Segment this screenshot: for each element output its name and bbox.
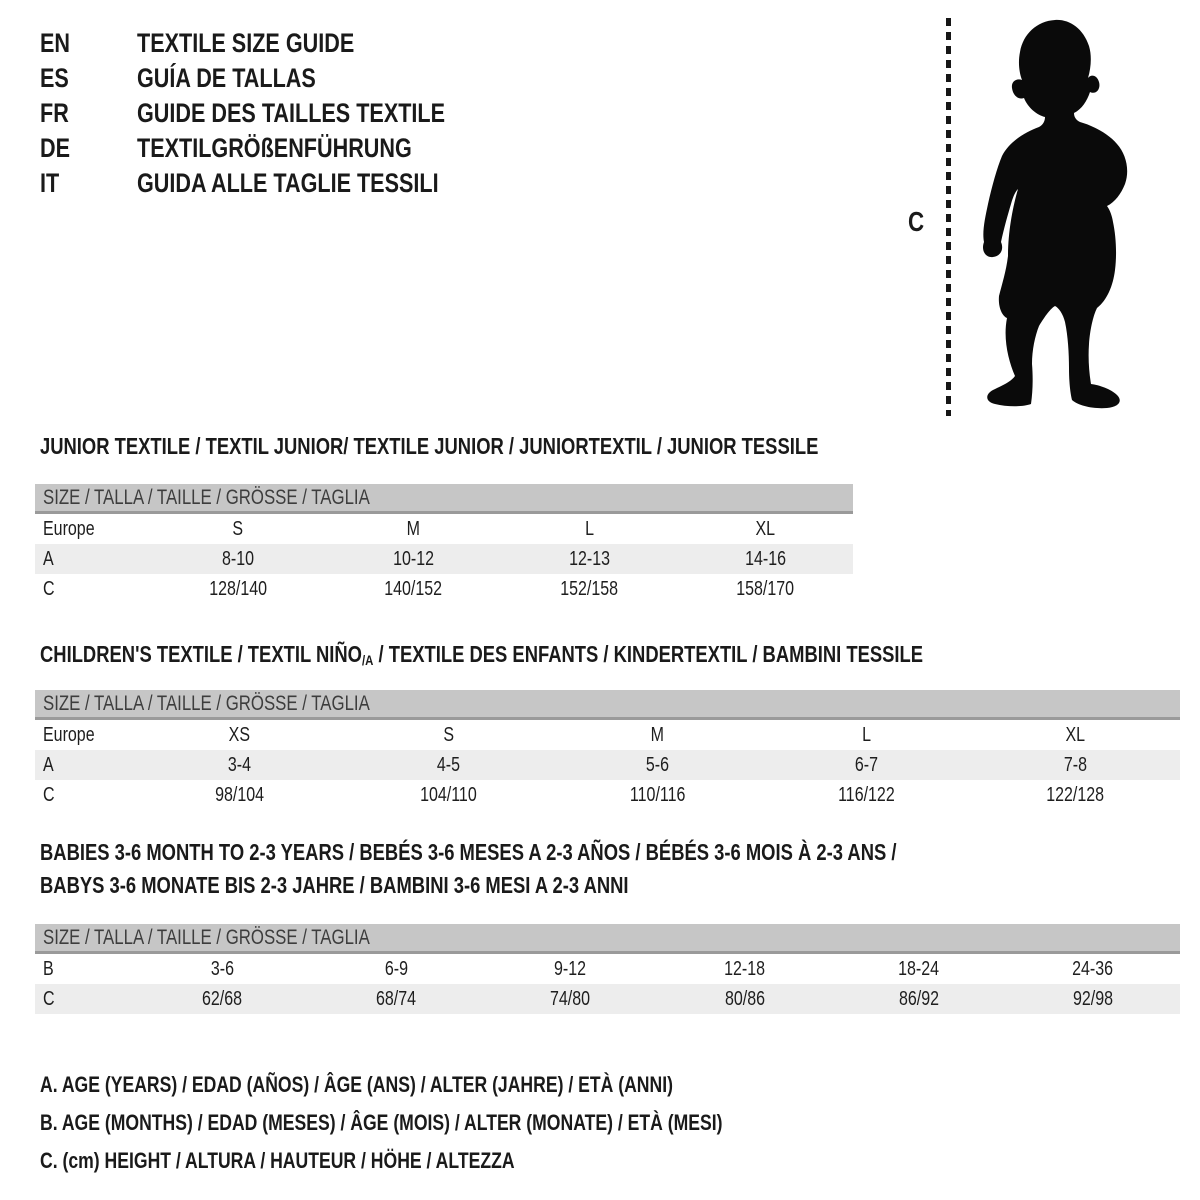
size-header-label: SIZE / TALLA / TAILLE / GRÖSSE / TAGLIA (43, 925, 370, 949)
junior-section-title: JUNIOR TEXTILE / TEXTIL JUNIOR/ TEXTILE JUNIOR / JUNIORTEXTIL / JUNIOR TESSILE (40, 433, 819, 459)
age-cell: 9-12 (554, 958, 587, 980)
height-cell: 110/116 (629, 784, 686, 806)
babies-size-header-bar (35, 924, 1180, 954)
size-cell: L (862, 724, 871, 746)
row-label: C (43, 578, 55, 600)
height-cell: 98/104 (215, 784, 264, 806)
table-row-height (35, 574, 853, 604)
row-label: B (43, 958, 54, 980)
age-cell: 24-36 (1072, 958, 1114, 980)
legend-age-years: A. AGE (YEARS) / EDAD (AÑOS) / ÂGE (ANS) / ALTER (JAHRE) / ETÀ (ANNI) (40, 1072, 673, 1097)
toddler-silhouette-icon (975, 16, 1143, 420)
junior-size-header-bar (35, 484, 853, 514)
age-cell: 8-10 (221, 548, 254, 570)
height-cell: 122/128 (1046, 784, 1105, 806)
age-cell: 7-8 (1063, 754, 1088, 776)
age-cell: 4-5 (436, 754, 461, 776)
height-cell: 152/158 (560, 578, 619, 600)
size-cell: L (584, 518, 594, 540)
height-dimension-line (946, 18, 951, 416)
nino-a-subscript: /A (361, 652, 374, 669)
height-cell: 104/110 (420, 784, 477, 806)
language-title-block (40, 26, 522, 201)
height-cell: 74/80 (550, 988, 591, 1010)
height-cell: 140/152 (384, 578, 443, 600)
size-cell: S (443, 724, 454, 746)
age-cell: 12-18 (724, 958, 766, 980)
size-header-label: SIZE / TALLA / TAILLE / GRÖSSE / TAGLIA (43, 485, 370, 509)
size-cell: M (406, 518, 421, 540)
language-title: GUIDA ALLE TAGLIE TESSILI (137, 168, 439, 198)
language-title: GUÍA DE TALLAS (137, 63, 316, 93)
row-label: Europe (43, 724, 95, 746)
table-row-age (35, 750, 1180, 780)
language-code: FR (40, 98, 69, 128)
language-title: GUIDE DES TAILLES TEXTILE (137, 98, 446, 128)
age-cell: 3-6 (210, 958, 234, 980)
legend-height-cm: C. (cm) HEIGHT / ALTURA / HAUTEUR / HÖHE / ALTEZZA (40, 1148, 515, 1173)
language-row-it (40, 166, 522, 201)
language-title: TEXTILE SIZE GUIDE (137, 28, 355, 58)
children-size-table (35, 690, 1180, 810)
table-row-height (35, 984, 1180, 1014)
language-row-de (40, 131, 522, 166)
row-label: A (43, 548, 54, 570)
height-cell: 68/74 (376, 988, 417, 1010)
row-label: C (43, 784, 55, 806)
babies-size-table (35, 924, 1180, 1014)
size-cell: S (232, 518, 244, 540)
age-cell: 14-16 (744, 548, 786, 570)
row-label: A (43, 754, 54, 776)
height-cell: 62/68 (202, 988, 243, 1010)
table-row-europe (35, 720, 1180, 750)
table-row-height (35, 780, 1180, 810)
language-code: IT (40, 168, 60, 198)
row-label: Europe (43, 518, 95, 540)
height-dimension-label: C (908, 206, 925, 237)
age-cell: 12-13 (568, 548, 610, 570)
size-header-label: SIZE / TALLA / TAILLE / GRÖSSE / TAGLIA (43, 691, 370, 715)
language-row-en (40, 26, 522, 61)
babies-section-title-line2: BABYS 3-6 MONATE BIS 2-3 JAHRE / BAMBINI 3-6 MESI A 2-3 ANNI (40, 872, 629, 898)
legend-block (40, 1066, 893, 1180)
height-cell: 80/86 (724, 988, 765, 1010)
language-row-es (40, 61, 522, 96)
size-cell: M (650, 724, 665, 746)
junior-size-table (35, 484, 853, 604)
language-code: ES (40, 63, 69, 93)
age-cell: 3-4 (227, 754, 252, 776)
table-row-age-months (35, 954, 1180, 984)
height-cell: 158/170 (736, 578, 795, 600)
height-cell: 116/122 (838, 784, 895, 806)
age-cell: 5-6 (645, 754, 670, 776)
age-cell: 6-7 (854, 754, 879, 776)
children-size-header-bar (35, 690, 1180, 720)
babies-section-title-line1: BABIES 3-6 MONTH TO 2-3 YEARS / BEBÉS 3-6 MESES A 2-3 AÑOS / BÉBÉS 3-6 MOIS À 2-3 ANS / (40, 839, 897, 865)
table-row-europe (35, 514, 853, 544)
row-label: C (43, 988, 55, 1010)
language-code: EN (40, 28, 71, 58)
table-row-age (35, 544, 853, 574)
height-cell: 128/140 (208, 578, 267, 600)
language-title: TEXTILGRÖßENFÜHRUNG (137, 133, 412, 163)
height-cell: 86/92 (898, 988, 939, 1010)
age-cell: 6-9 (384, 958, 408, 980)
size-cell: XL (755, 518, 775, 540)
language-code: DE (40, 133, 71, 163)
size-cell: XL (1065, 724, 1086, 746)
age-cell: 18-24 (898, 958, 940, 980)
legend-age-months: B. AGE (MONTHS) / EDAD (MESES) / ÂGE (MOIS) / ALTER (MONATE) / ETÀ (MESI) (40, 1110, 723, 1135)
age-cell: 10-12 (393, 548, 435, 570)
children-section-title: CHILDREN'S TEXTILE / TEXTIL NIÑO/A / TEXTILE DES ENFANTS / KINDERTEXTIL / BAMBINI TESSILE (40, 641, 924, 669)
size-cell: XS (228, 724, 251, 746)
height-cell: 92/98 (1072, 988, 1113, 1010)
language-row-fr (40, 96, 522, 131)
